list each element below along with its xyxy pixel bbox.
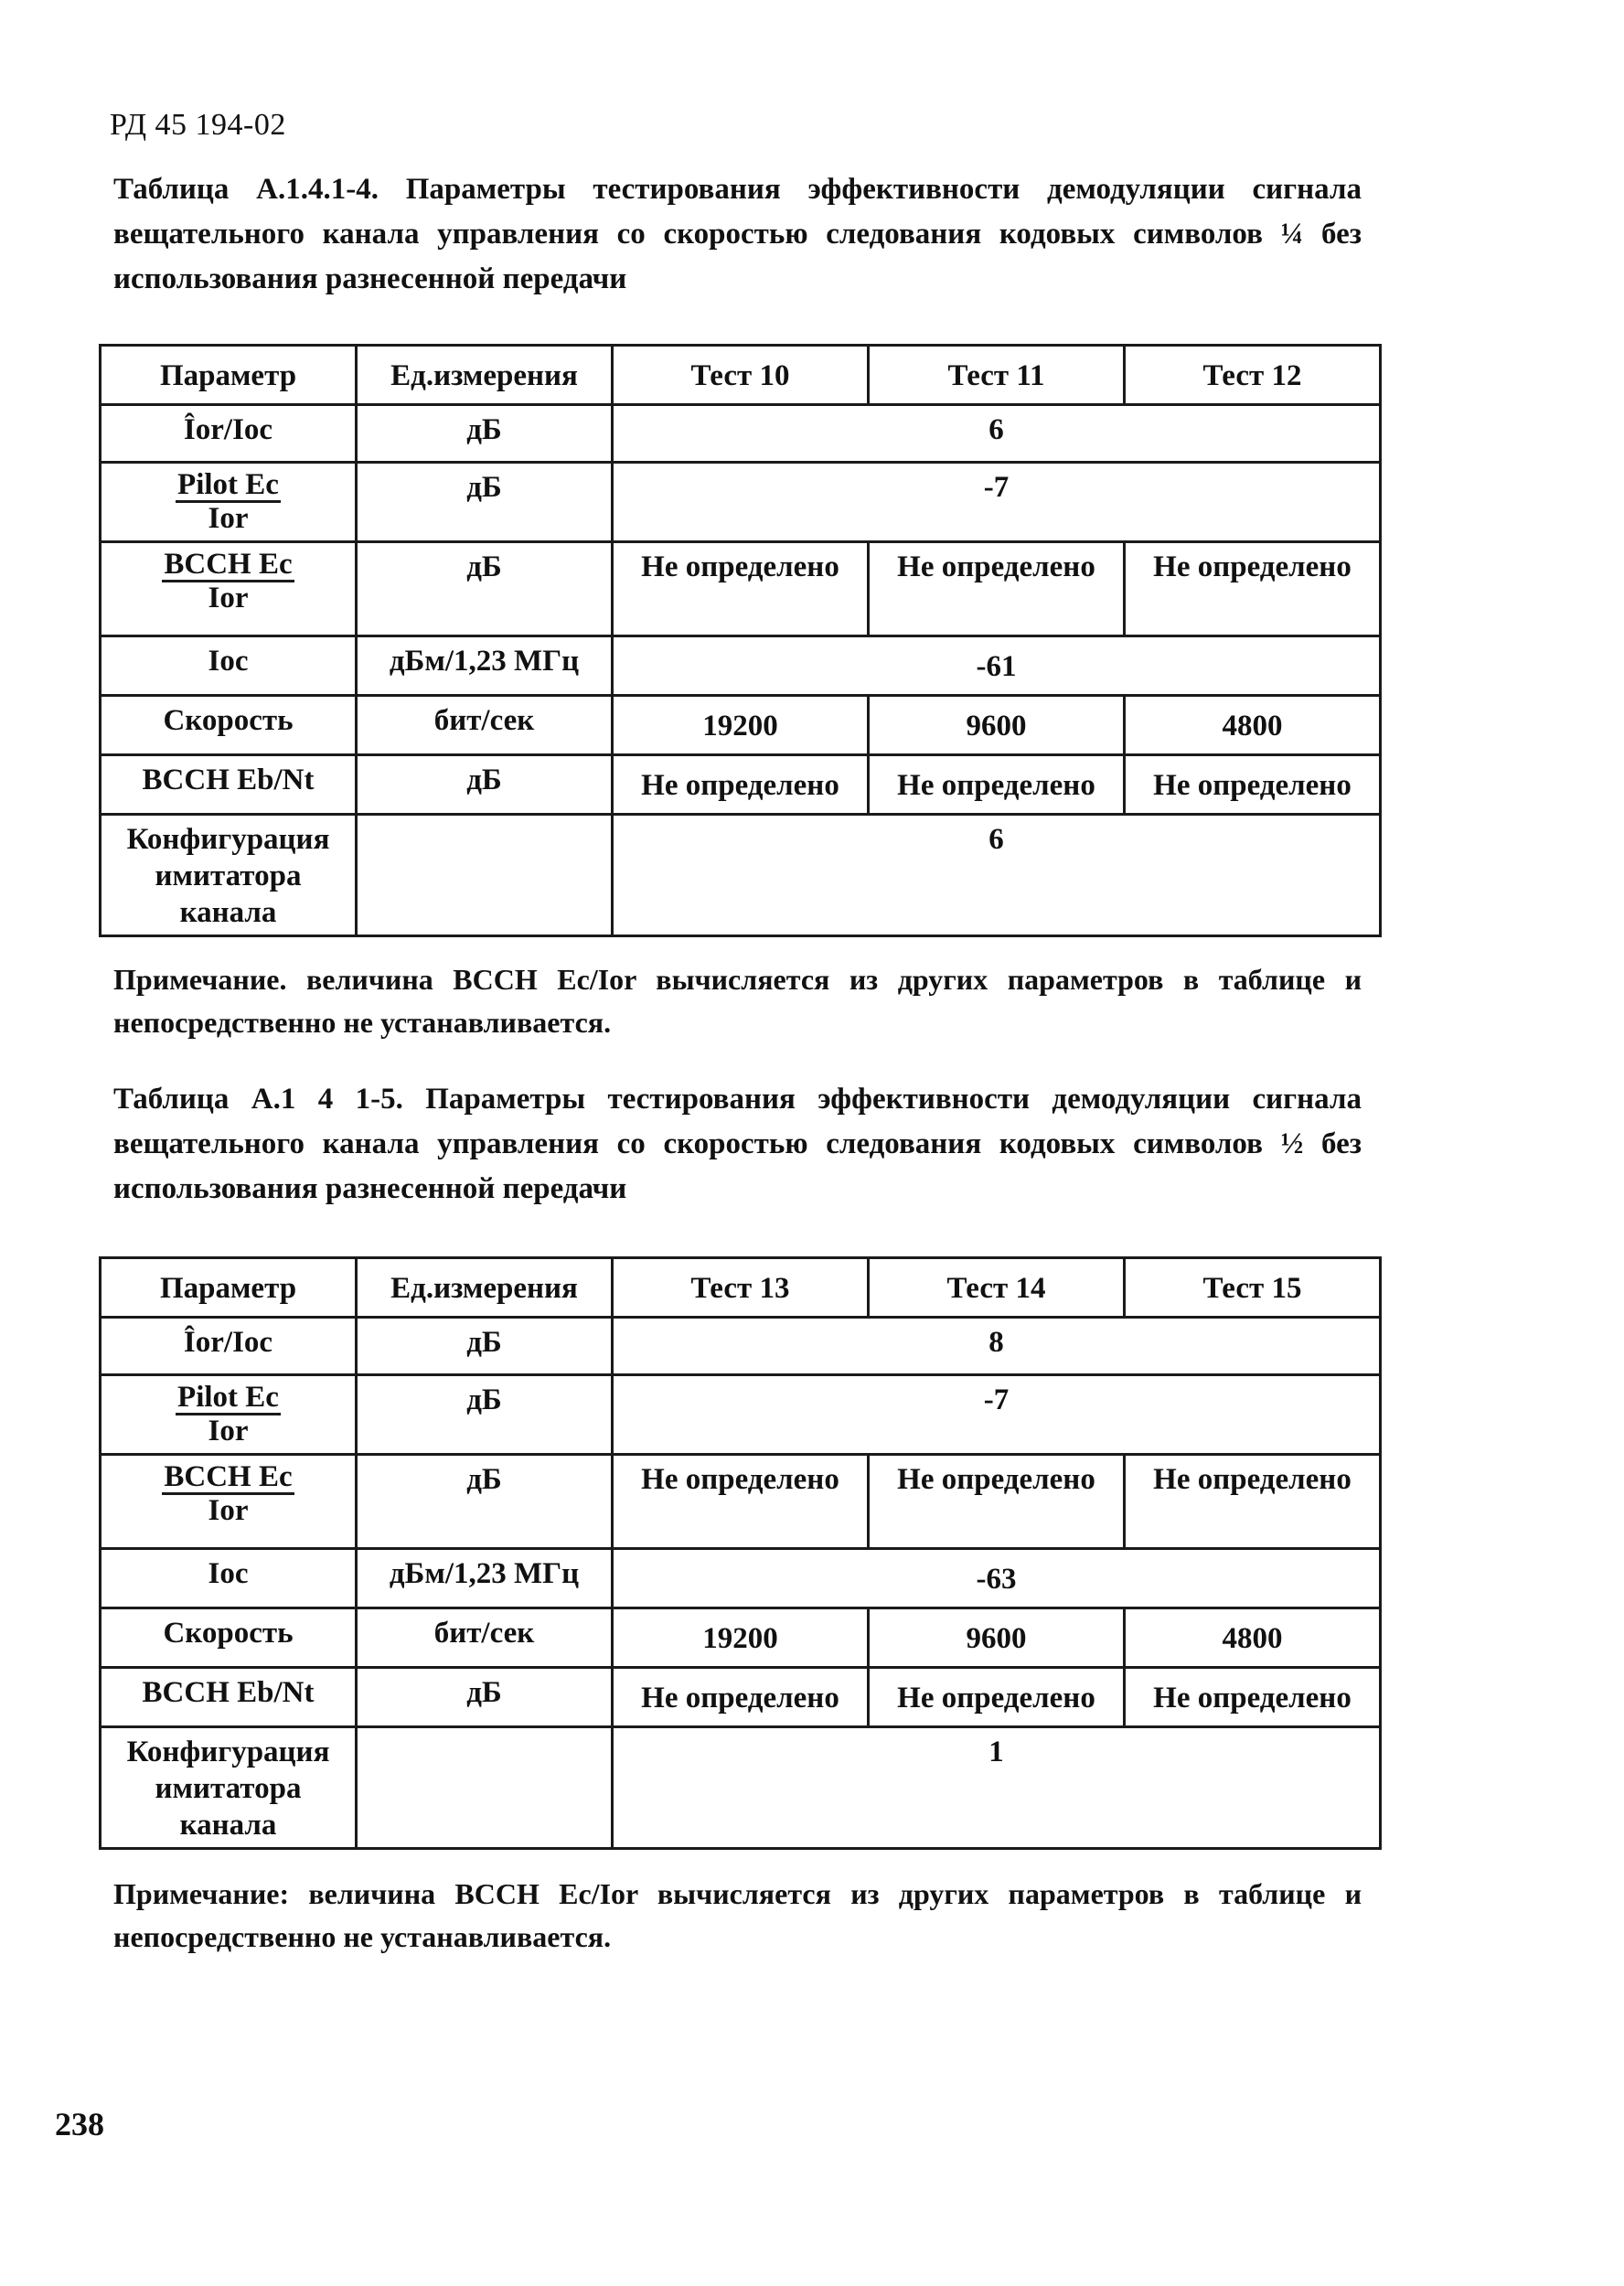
- param-cell: Скорость: [101, 696, 357, 755]
- table-2-note: Примечание: величина BCCH Ec/Ior вычисляется из других параметров в таблице и непосредственно не устанавливается.: [113, 1877, 1362, 1953]
- table-1: [99, 344, 1382, 937]
- document-code: РД 45 194-02: [110, 108, 286, 142]
- param-cell: Ioc: [101, 1549, 357, 1608]
- table-row: [101, 1727, 1381, 1849]
- value-cell: Не определено: [613, 1455, 869, 1549]
- header-test-b: Тест 14: [869, 1258, 1125, 1318]
- table-row: [101, 405, 1381, 463]
- unit-cell: дБ: [357, 463, 613, 542]
- value-cell: -7: [613, 463, 1381, 542]
- value-cell: Не определено: [613, 542, 869, 636]
- value-cell: Не определено: [1125, 542, 1381, 636]
- param-cell: Ioc: [101, 636, 357, 696]
- param-cell: BCCH Eb/Nt: [101, 1668, 357, 1727]
- value-cell: Не определено: [869, 542, 1125, 636]
- param-cell: Îor/Ioc: [101, 1318, 357, 1375]
- unit-cell: дБ: [357, 1318, 613, 1375]
- unit-cell: дБ: [357, 542, 613, 636]
- value-cell: 4800: [1125, 696, 1381, 755]
- unit-cell: дБ: [357, 1455, 613, 1549]
- header-test-c: Тест 15: [1125, 1258, 1381, 1318]
- fraction: [162, 1461, 294, 1526]
- table-header-row: [101, 1258, 1381, 1318]
- table-row: [101, 1318, 1381, 1375]
- fraction-denominator: Ior: [208, 582, 249, 614]
- table-row: [101, 1549, 1381, 1608]
- value-cell: Не определено: [1125, 1668, 1381, 1727]
- header-unit: Ед.измерения: [357, 346, 613, 405]
- param-cell: Скорость: [101, 1608, 357, 1668]
- table-row: [101, 696, 1381, 755]
- param-cell: [101, 1455, 357, 1549]
- fraction-denominator: Ior: [208, 502, 249, 535]
- table-2-caption: Таблица А.1 4 1-5. Параметры тестирования эффективности демодуляции сигнала вещательного канала управления со скоростью следования кодовых символов ½ без использования разнесенной передачи: [113, 1083, 1362, 1205]
- header-parameter: Параметр: [101, 346, 357, 405]
- fraction-numerator: BCCH Ec: [164, 1460, 293, 1493]
- value-cell: 6: [613, 815, 1381, 936]
- unit-cell: [357, 815, 613, 936]
- param-cell: [101, 463, 357, 542]
- fraction-denominator: Ior: [208, 1415, 249, 1447]
- table-header-row: [101, 346, 1381, 405]
- header-test-a: Тест 10: [613, 346, 869, 405]
- header-test-b: Тест 11: [869, 346, 1125, 405]
- fraction: [162, 549, 294, 614]
- table-2: [99, 1256, 1382, 1850]
- value-cell: -7: [613, 1375, 1381, 1455]
- value-cell: -61: [613, 636, 1381, 696]
- unit-cell: дБм/1,23 МГц: [357, 636, 613, 696]
- table-row: [101, 542, 1381, 636]
- value-cell: 19200: [613, 696, 869, 755]
- table-row: [101, 463, 1381, 542]
- value-cell: Не определено: [613, 755, 869, 815]
- header-unit: Ед.измерения: [357, 1258, 613, 1318]
- value-cell: 9600: [869, 1608, 1125, 1668]
- fraction: [176, 469, 281, 534]
- table-row: [101, 815, 1381, 936]
- unit-cell: дБ: [357, 405, 613, 463]
- value-cell: -63: [613, 1549, 1381, 1608]
- value-cell: 6: [613, 405, 1381, 463]
- table-row: [101, 636, 1381, 696]
- fraction: [176, 1382, 281, 1447]
- unit-cell: бит/сек: [357, 1608, 613, 1668]
- param-cell: Конфигурация имитатора канала: [101, 1727, 357, 1849]
- unit-cell: [357, 1727, 613, 1849]
- param-cell: [101, 1375, 357, 1455]
- table-row: [101, 755, 1381, 815]
- header-test-a: Тест 13: [613, 1258, 869, 1318]
- header-parameter: Параметр: [101, 1258, 357, 1318]
- value-cell: 8: [613, 1318, 1381, 1375]
- value-cell: Не определено: [613, 1668, 869, 1727]
- page-number: 238: [55, 2106, 104, 2142]
- unit-cell: дБм/1,23 МГц: [357, 1549, 613, 1608]
- value-cell: Не определено: [869, 1668, 1125, 1727]
- unit-cell: дБ: [357, 755, 613, 815]
- value-cell: 19200: [613, 1608, 869, 1668]
- param-cell: Îor/Ioc: [101, 405, 357, 463]
- table-row: [101, 1455, 1381, 1549]
- table-row: [101, 1375, 1381, 1455]
- param-cell: [101, 542, 357, 636]
- unit-cell: дБ: [357, 1668, 613, 1727]
- fraction-numerator: BCCH Ec: [164, 548, 293, 581]
- param-cell: BCCH Eb/Nt: [101, 755, 357, 815]
- unit-cell: бит/сек: [357, 696, 613, 755]
- fraction-denominator: Ior: [208, 1494, 249, 1527]
- value-cell: 1: [613, 1727, 1381, 1849]
- value-cell: Не определено: [1125, 1455, 1381, 1549]
- param-cell: Конфигурация имитатора канала: [101, 815, 357, 936]
- value-cell: Не определено: [1125, 755, 1381, 815]
- value-cell: Не определено: [869, 1455, 1125, 1549]
- table-1-caption: Таблица А.1.4.1-4. Параметры тестирования эффективности демодуляции сигнала вещательного канала управления со скоростью следования кодовых символов ¼ без использования разнесенной передачи: [113, 173, 1362, 295]
- value-cell: Не определено: [869, 755, 1125, 815]
- value-cell: 4800: [1125, 1608, 1381, 1668]
- table-1-note: Примечание. величина BCCH Ec/Ior вычисляется из других параметров в таблице и непосредственно не устанавливается.: [113, 963, 1362, 1039]
- header-test-c: Тест 12: [1125, 346, 1381, 405]
- fraction-numerator: Pilot Ec: [177, 1381, 279, 1414]
- table-row: [101, 1668, 1381, 1727]
- table-row: [101, 1608, 1381, 1668]
- value-cell: 9600: [869, 696, 1125, 755]
- fraction-numerator: Pilot Ec: [177, 468, 279, 501]
- unit-cell: дБ: [357, 1375, 613, 1455]
